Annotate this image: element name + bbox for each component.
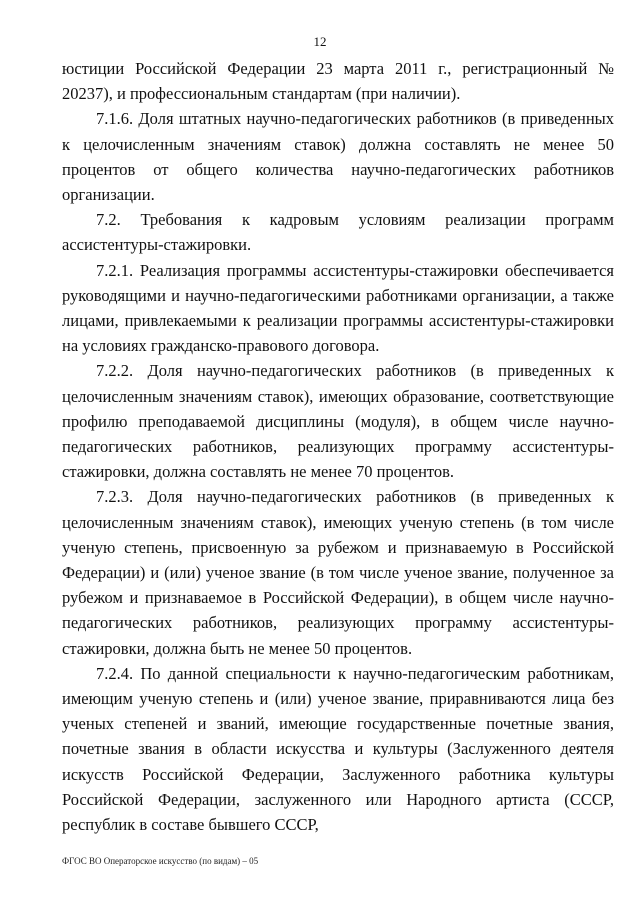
page-number: 12 <box>313 34 327 49</box>
paragraph-7-2-4: 7.2.4. По данной специальности к научно-педагогическим работникам, имеющим ученую степень и (или) ученое звание, приравниваются лица без ученых степеней и званий, имеющие государственные почетные звания, почетные звания в области искусства и культуры (Заслуженного деятеля искусств Российской Федерации, Заслуженного работника культуры Российской Федерации, заслуженного или Народного артиста (СССР, республик в составе бывшего СССР, <box>62 663 614 835</box>
paragraph-7-2-3: 7.2.3. Доля научно-педагогических работников (в приведенных к целочисленным значениям ставок), имеющих ученую степень (в том числе ученую степень, присвоенную за рубежом и признаваемую в Российской Федерации) и (или) ученое звание (в том числе ученое звание, полученное за рубежом и признаваемое в Российской Федерации), в общем числе научно-педагогических работников, реализующих программу ассистентуры-стажировки, должна быть не менее 50 процентов. <box>62 487 614 658</box>
paragraph-7-2: 7.2. Требования к кадровым условиям реализации программ ассистентуры-стажировки. <box>62 210 614 255</box>
document-footer: ФГОС ВО Операторское искусство (по видам) – 05 <box>62 856 259 866</box>
paragraph-7-2-2: 7.2.2. Доля научно-педагогических работников (в приведенных к целочисленным значениям ставок), имеющих образование, соответствующие профилю преподаваемой дисциплины (модуля), в общем числе научно-педагогических работников, реализующих программу ассистентуры-стажировки, должна составлять не менее 70 процентов. <box>62 361 614 482</box>
document-body <box>62 56 614 837</box>
paragraph-7-2-1: 7.2.1. Реализация программы ассистентуры-стажировки обеспечивается руководящими и научно-педагогическими работниками организации, а также лицами, привлекаемыми к реализации программы ассистентуры-стажировки на условиях гражданско-правового договора. <box>62 260 614 356</box>
paragraph-7-1-6: 7.1.6. Доля штатных научно-педагогических работников (в приведенных к целочисленным значениям ставок) должна составлять не менее 50 процентов от общего количества научно-педагогических работников организации. <box>62 109 614 205</box>
paragraph-continuation: юстиции Российской Федерации 23 марта 2011 г., регистрационный № 20237), и профессиональным стандартам (при наличии). <box>62 59 614 104</box>
